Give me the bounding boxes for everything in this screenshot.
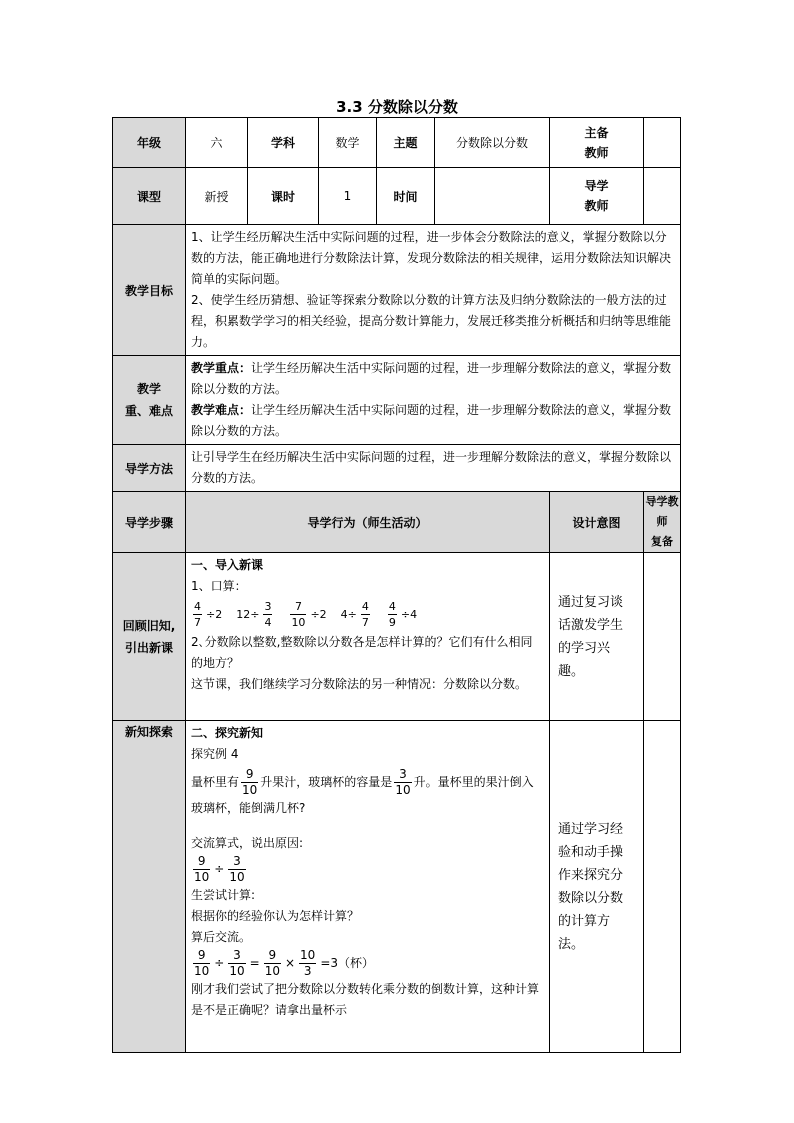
fraction: $\frac{9}{10}$ (194, 948, 210, 978)
subject-value: 数学 (319, 118, 377, 168)
activity-header: 导学行为（师生活动） (186, 492, 550, 553)
goals-row (113, 225, 681, 356)
key-point (191, 358, 675, 400)
key-point-text: 让学生经历解决生活中实际问题的过程，进一步理解分数除法的意义，掌握分数除以分数的方法。 (191, 361, 672, 396)
calc-1: $\frac{4}{7}$ ÷2 (194, 600, 223, 629)
fraction: $\frac{3}{4}$ (264, 600, 272, 629)
section1-activity (186, 553, 550, 721)
section1-intent: 通过复习谈话激发学生的学习兴趣。 (550, 553, 644, 721)
difficult-point-text: 让学生经历解决生活中实际问题的过程，进一步理解分数除法的意义，掌握分数除以分数的方法。 (191, 403, 672, 438)
try-label: 生尝试计算: (191, 888, 256, 902)
fraction: $\frac{3}{10}$ (395, 767, 411, 797)
section2-intent: 通过学习经验和动手操作来探究分数除以分数的计算方法。 (550, 721, 644, 1053)
review-header: 导学教师 复备 (644, 492, 681, 553)
method-row (113, 445, 681, 492)
goal-2: 2、使学生经历猜想、验证等探索分数除以分数的计算方法及归纳分数除法的一般方法的过程，积累数学学习的相关经验，提高分数计算能力，发展迁移类推分析概括和归纳等思维能力。 (191, 293, 672, 349)
section2-activity (186, 721, 550, 1053)
topic-label: 主题 (377, 118, 435, 168)
after-text: 算后交流。 (191, 930, 252, 944)
fraction: $\frac{9}{10}$ (194, 854, 210, 884)
topic-value: 分数除以分数 (435, 118, 550, 168)
goal-1: 1、让学生经历解决生活中实际问题的过程，进一步体会分数除法的意义，掌握分数除以分数的方法，能正确地进行分数除法计算，发现分数除法的相关规律，运用分数除法知识解决简单的实际问题。 (191, 230, 672, 286)
difficult-point-label: 教学难点： (191, 403, 252, 417)
section1-heading: 一、导入新课 (191, 558, 264, 572)
guide-teacher-value (644, 168, 681, 225)
calc-3: $\frac{7}{10}$ ÷2 (291, 600, 327, 629)
info-row-1 (113, 118, 681, 168)
oral-calc-list (191, 599, 544, 630)
type-label: 课型 (113, 168, 186, 225)
example-label: 探究例 4 (191, 747, 239, 761)
fraction: $\frac{9}{10}$ (264, 948, 280, 978)
step-header: 导学步骤 (113, 492, 186, 553)
intro-text: 这节课，我们继续学习分数除法的另一种情况：分数除以分数。 (191, 677, 528, 691)
think-question: 根据你的经验你认为怎样计算？ (191, 909, 360, 923)
calc-4: 4÷ $\frac{4}{7}$ (340, 600, 369, 629)
oral-calc-label: 1、口算： (191, 579, 247, 593)
division-expression: $\frac{9}{10}$ ÷ $\frac{3}{10}$ (194, 854, 245, 884)
lead-teacher-label: 主备 教师 (550, 118, 644, 168)
section2-review (644, 721, 681, 1053)
keypoints-label: 教学 重、难点 (113, 356, 186, 445)
calc-2: 12÷ $\frac{3}{4}$ (236, 600, 272, 629)
example-problem: 量杯里有 $\frac{9}{10}$ 升果汁，玻璃杯的容量是 $\frac{3}{10}$ 升。量杯里的果汁倒入玻璃杯，能倒满几杯? (191, 767, 534, 815)
review-question: 2､分数除以整数,整数除以分数各是怎样计算的？它们有什么相同的地方？ (191, 635, 533, 670)
difficult-point (191, 400, 675, 442)
fraction: $\frac{4}{7}$ (194, 600, 201, 629)
section2-heading: 二、探究新知 (191, 726, 264, 740)
fraction: $\frac{3}{10}$ (229, 948, 245, 978)
fraction: $\frac{4}{7}$ (361, 600, 369, 629)
fraction: $\frac{10}{3}$ (300, 948, 316, 978)
grade-value: 六 (186, 118, 248, 168)
period-label: 课时 (248, 168, 319, 225)
section1-row (113, 553, 681, 721)
section1-step: 回顾旧知, 引出新课 (113, 553, 186, 721)
section2-step: 新知探索 (113, 721, 186, 1053)
page-title: 3.3 分数除以分数 (336, 98, 458, 116)
time-value (435, 168, 550, 225)
solution-equation: $\frac{9}{10}$ ÷ $\frac{3}{10}$ = $\frac{9}{10}$ × $\frac{10}{3}$ =3（杯） (194, 948, 375, 978)
key-point-label: 教学重点： (191, 361, 252, 375)
type-value: 新授 (186, 168, 248, 225)
exchange-prompt: 交流算式，说出原因: (191, 836, 304, 850)
fraction: $\frac{3}{10}$ (229, 854, 245, 884)
fraction: $\frac{9}{10}$ (242, 767, 258, 797)
calc-5: $\frac{4}{9}$ ÷4 (388, 600, 418, 629)
method-text: 让引导学生在经历解决生活中实际问题的过程，进一步理解分数除法的意义，掌握分数除以分数的方法。 (186, 445, 681, 492)
period-value: 1 (319, 168, 377, 225)
keypoints-row (113, 356, 681, 445)
section2-row (113, 721, 681, 1053)
grade-label: 年级 (113, 118, 186, 168)
goals-label: 教学目标 (113, 225, 186, 356)
time-label: 时间 (377, 168, 435, 225)
lesson-plan-table (112, 117, 681, 1053)
section1-review (644, 553, 681, 721)
method-label: 导学方法 (113, 445, 186, 492)
fraction: $\frac{7}{10}$ (291, 600, 306, 629)
guide-teacher-label: 导学 教师 (550, 168, 644, 225)
steps-header-row (113, 492, 681, 553)
closing-text: 刚才我们尝试了把分数除以分数转化乘分数的倒数计算，这种计算是不是正确呢？请拿出量杯示 (191, 982, 540, 1017)
intent-header: 设计意图 (550, 492, 644, 553)
lead-teacher-value (644, 118, 681, 168)
info-row-2 (113, 168, 681, 225)
goals-content (186, 225, 681, 356)
subject-label: 学科 (248, 118, 319, 168)
keypoints-content (186, 356, 681, 445)
fraction: $\frac{4}{9}$ (388, 600, 396, 629)
